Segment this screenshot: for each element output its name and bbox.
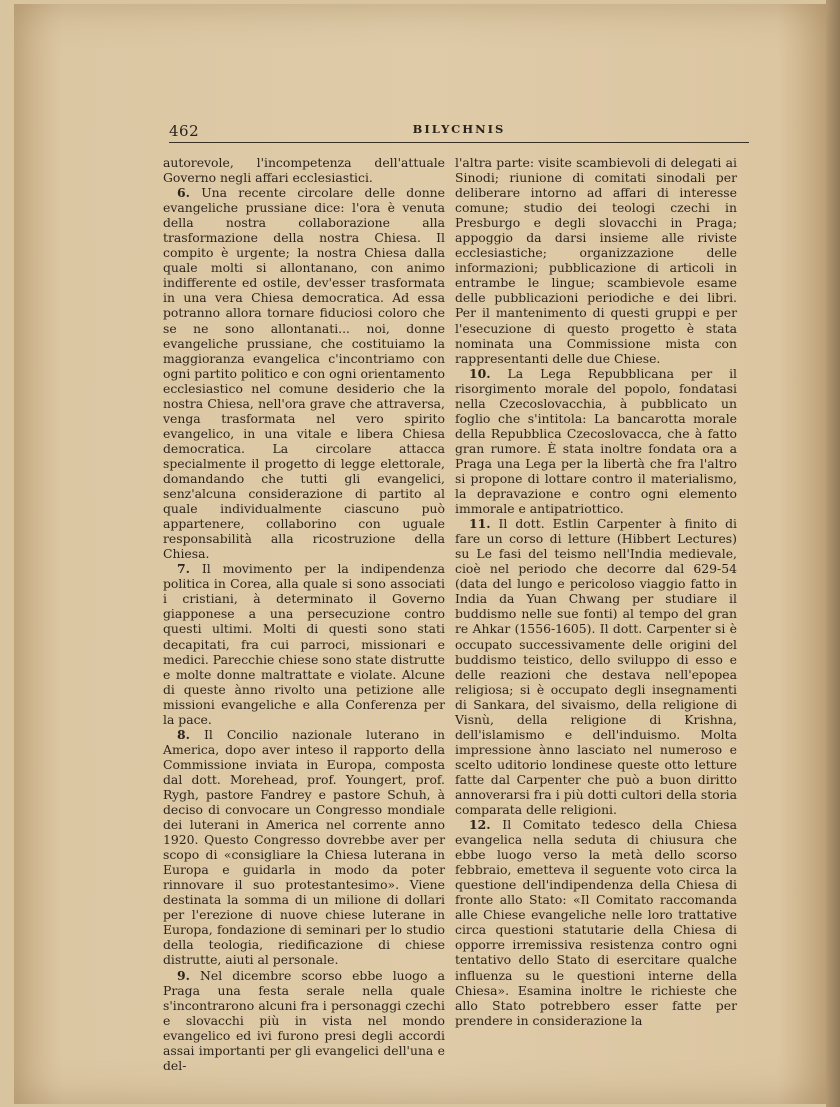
paragraph-text: autorevole, l'incompetenza dell'attuale Governo negli affari ecclesiastici. [163,155,445,186]
item-number: 7. [177,561,190,577]
paragraph [455,516,737,817]
paragraph [163,968,445,1073]
right-column [455,155,737,1028]
paragraph-text: Il Concilio nazionale luterano in America, dopo aver inteso il rapporto della Commissione inviata in Europa, composta dal dott. Morehead, prof. Youngert, prof. Rygh, pastore Fandrey e pastore Schuh, à deciso di convocare un Congresso mondiale dei luterani in America nel corrente anno 1920. Questo Congresso dovrebbe aver per scopo di «consigliare la Chiesa luterana in Europa e guidarla in modo da poter rinnovare il suo protestantesimo». Viene destinata la somma di un milione di dollari per l'erezione di nuove chiese luterane in Europa, fondazione di seminari per lo studio della teologia, riedificazione di chiese distrutte, aiuti al personale. [163,726,445,968]
item-number: 11. [469,516,491,532]
page-header [169,116,749,143]
paragraph [163,185,445,561]
paragraph-text: La Lega Repubblicana per il risorgimento morale del popolo, fondatasi nella Czecoslovacchia, à pubblicato un foglio che s'intitola: La bancarotta morale della Repubblica Czecoslovacca, che à fatto gran rumore. È stata inoltre fondata ora a Praga una Lega per la libertà che fra l'altro si propone di lottare contro il materialismo, la depravazione e contro ogni elemento immorale e antipatriottico. [455,365,737,517]
paragraph [455,817,737,1028]
item-number: 9. [177,967,190,983]
paragraph [163,561,445,727]
paragraph [455,366,737,516]
item-number: 12. [469,817,491,833]
paragraph [163,155,445,185]
item-number: 10. [469,365,491,381]
paragraph [455,155,737,366]
item-number: 6. [177,185,190,201]
page-edge [826,0,840,1107]
page-number: 462 [169,122,200,140]
paragraph-text: Una recente circolare delle donne evangeliche prussiane dice: l'ora è venuta della nostra collaborazione alla trasformazione della nostra Chiesa. Il compito è urgente; la nostra Chiesa dalla quale molti si allontanano, con animo indifferente ed ostile, dev'esser trasformata in una vera Chiesa democratica. Ad essa potranno allora tornare fiduciosi coloro che se ne sono allontanati... noi, donne evangeliche prussiane, che costituiamo la maggioranza evangelica c'incontriamo con ogni partito politico e con ogni orientamento ecclesiastico nel comune desiderio che la nostra Chiesa, nell'ora grave che attraversa, venga trasformata nel vero spirito evangelico, in una vitale e libera Chiesa democratica. La circolare attacca specialmente il progetto di legge elettorale, domandando che tutti gli evangelici, senz'alcuna considerazione di partito al quale individualmente ciascuno può appartenere, collaborino con uguale responsabilità alla ricostruzione della Chiesa. [163,185,445,562]
paragraph-text: Nel dicembre scorso ebbe luogo a Praga una festa serale nella quale s'incontrarono alcuni fra i personaggi czechi e slovacchi più in vista nel mondo evangelico ed ivi furono presi degli accordi assai importanti per gli evangelici dell'una e del- [163,967,445,1073]
left-column [163,155,445,1073]
paragraph-text: Il movimento per la indipendenza politica in Corea, alla quale si sono associati i cristiani, à determinato il Governo giapponese a una persecuzione contro questi ultimi. Molti di questi sono stati decapitati, fra cui parroci, missionari e medici. Parecchie chiese sono state distrutte e molte donne maltrattate e violate. Alcune di queste ànno rivolto una petizione alle missioni evangeliche e alla Conferenza per la pace. [163,561,445,727]
paragraph-text: Il Comitato tedesco della Chiesa evangelica nella seduta di chiusura che ebbe luogo verso la metà dello scorso febbraio, emetteva il seguente voto circa la questione dell'indipendenza della Chiesa di fronte allo Stato: «Il Comitato raccomanda alle Chiese evangeliche nelle loro trattative circa questioni statutarie della Chiesa di opporre irremissiva resistenza contro ogni tentativo dello Stato di esercitare qualche influenza su le questioni interne della Chiesa». Esamina inoltre le richieste che allo Stato potrebbero esser fatte per prendere in considerazione la [455,817,737,1028]
paragraph-text: l'altra parte: visite scambievoli di delegati ai Sinodi; riunione di comitati sinodali per deliberare intorno ad affari di interesse comune; studio dei teologi czechi in Presburgo e degli slovacchi in Praga; appoggio da darsi insieme alle riviste ecclesiastiche; organizzazione delle informazioni; pubblicazione di articoli in entrambe le lingue; scambievole esame delle pubblicazioni periodiche e dei libri. Per il mantenimento di questi gruppi e per l'esecuzione di questo progetto è stata nominata una Commissione mista con rappresentanti delle due Chiese. [455,155,737,366]
running-title: BILYCHNIS [412,122,506,136]
paragraph [163,727,445,968]
paragraph-text: Il dott. Estlin Carpenter à finito di fare un corso di letture (Hibbert Lectures) su Le fasi del teismo nell'India medievale, cioè nel periodo che decorre dal 629-54 (data del lungo e pericoloso viaggio fatto in India da Yuan Chwang per studiare il buddismo nelle sue fonti) al tempo del gran re Ahkar (1556-1605). Il dott. Carpenter si è occupato successivamente delle origini del buddismo teistico, dello sviluppo di esso e delle reazioni che destava nell'epopea religiosa; si è occupato degli insegnamenti di Sankara, del sivaismo, della religione di Visnù, della religione di Krishna, dell'islamismo e dell'induismo. Molta impressione ànno lasciato nel numeroso e scelto uditorio londinese queste otto letture fatte dal Carpenter che può a buon diritto annoverarsi fra i più dotti cultori della storia comparata delle religioni. [455,516,737,818]
item-number: 8. [177,726,190,742]
